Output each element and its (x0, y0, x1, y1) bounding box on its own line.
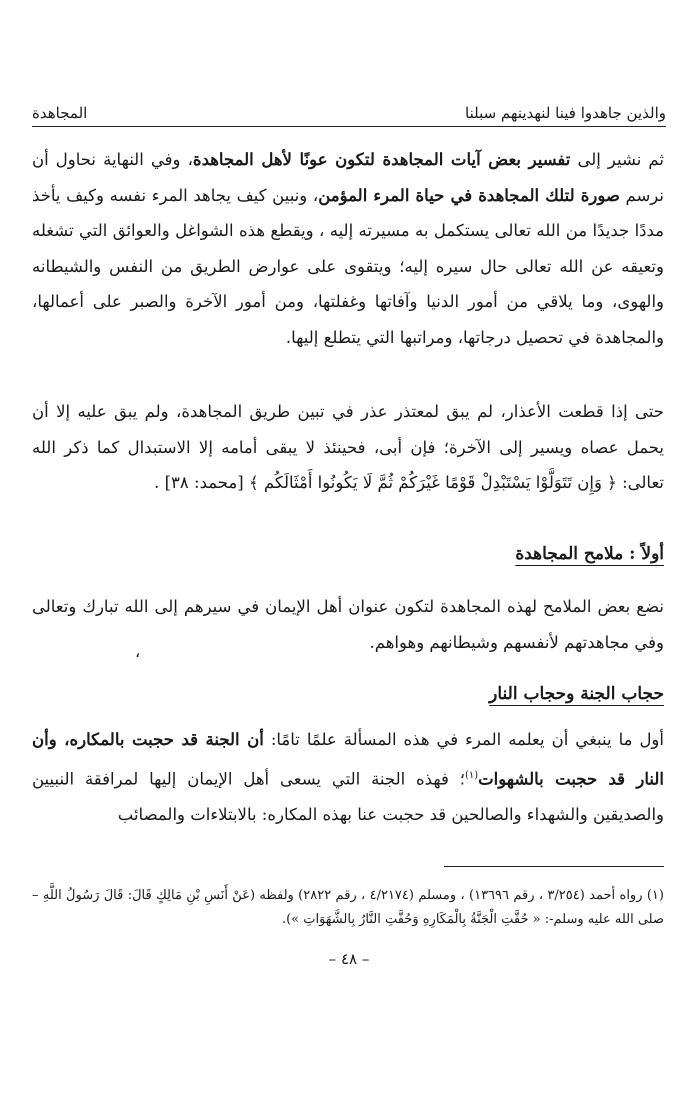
text-run: ؛ فهذه الجنة التي يسعى أهل الإيمان إليها لمرافقة النبيين والصديقين والشهداء والصالحين قد حجبت عنا بهذه المكاره: بالابتلاءات والمصائب (32, 769, 664, 824)
chapter-title: المجاهدة (32, 104, 88, 122)
book-title: والذين جاهدوا فينا لنهدينهم سبلنا (465, 104, 666, 122)
footnote-reference[interactable]: (١) (464, 769, 479, 781)
intro-paragraph-2: حتى إذا قطعت الأعذار، لم يبق لمعتذر عذر في تبين طريق المجاهدة، ولم يبق عليه إلا أن يحمل عصاه ويسير إلى الآخرة؛ فإن أبى، فحينئذ لا يبقى أمامه إلا الاستبدال كما ذكر الله تعالى: ﴿ وَإِن تَتَوَلَّوْا يَسْتَبْدِلْ قَوْمًا غَيْرَكُمْ ثُمَّ لَا يَكُونُوا أَمْثَالَكُم ﴾ [محمد: ٣٨] . (32, 402, 664, 492)
features-paragraph: نضع بعض الملامح لهذه المجاهدة لتكون عنوان أهل الإيمان في سيرهم إلى الله تبارك وتعالى وفي مجاهدتهم لأنفسهم وشيطانهم وهواهم. (32, 597, 664, 652)
bold-phrase: صورة لتلك المجاهدة في حياة المرء المؤمن (318, 185, 620, 205)
text-run: ، وفي النهاية نحاول أن نرسم (32, 150, 665, 205)
text-run: ثم نشير إلى (570, 150, 664, 169)
text-run: أول ما ينبغي أن يعلمه المرء في هذه المسألة علمًا تامًا: (263, 730, 664, 749)
text-run: ، ونبين كيف يجاهد المرء نفسه وكيف يأخذ مددًا جديدًا من الله تعالى يستكمل به مسيرته إليه ، ويقطع هذه الشواغل والعوائق التي تشغله وتعيقه عن الله تعالى حال سيره إليه؛ ويتقوى على عوارض الطريق من النفس والشيطانه والهوى، وما يلاقي من أمور الدنيا وآفاتها وغفلتها، ومن أمور الآخرة والصبر على أعمالها، والمجاهدة في تحصيل درجاتها، ومراتبها التي يتطلع إليها. (32, 185, 664, 347)
stray-mark: ، (135, 642, 141, 661)
bold-phrase: تفسير بعض آيات المجاهدة لتكون عونًا لأهل المجاهدة (192, 150, 571, 169)
header-rule (32, 126, 666, 127)
running-header (32, 92, 666, 122)
section-heading-features: أولاً : ملامح المجاهدة (515, 544, 664, 564)
veils-paragraph (32, 722, 664, 832)
page-number: – ٤٨ – (328, 950, 370, 968)
footnote-rule (444, 866, 664, 867)
bold-phrase: أن الجنة قد حجبت بالمكاره، وأن النار قد حجبت بالشهوات (32, 730, 665, 788)
intro-paragraph-1 (32, 142, 664, 355)
footnote: (١) رواه أحمد (٣/٢٥٤ ، رقم ١٣٦٩٦) ، ومسلم (٤/٢١٧٤ ، رقم ٢٨٢٢) ولفظه (عَنْ أَنَسِ بْنِ مَالِكٍ قَالَ: قَالَ رَسُولُ اللَّهِ –صلى الله عليه وسلم-: « حُفَّتِ الْجَنَّةُ بِالْمَكَارِهِ وَحُفَّتِ النَّارُ بِالشَّهَوَاتِ »). (32, 888, 664, 927)
section-heading-veils: حجاب الجنة وحجاب النار (489, 684, 664, 704)
